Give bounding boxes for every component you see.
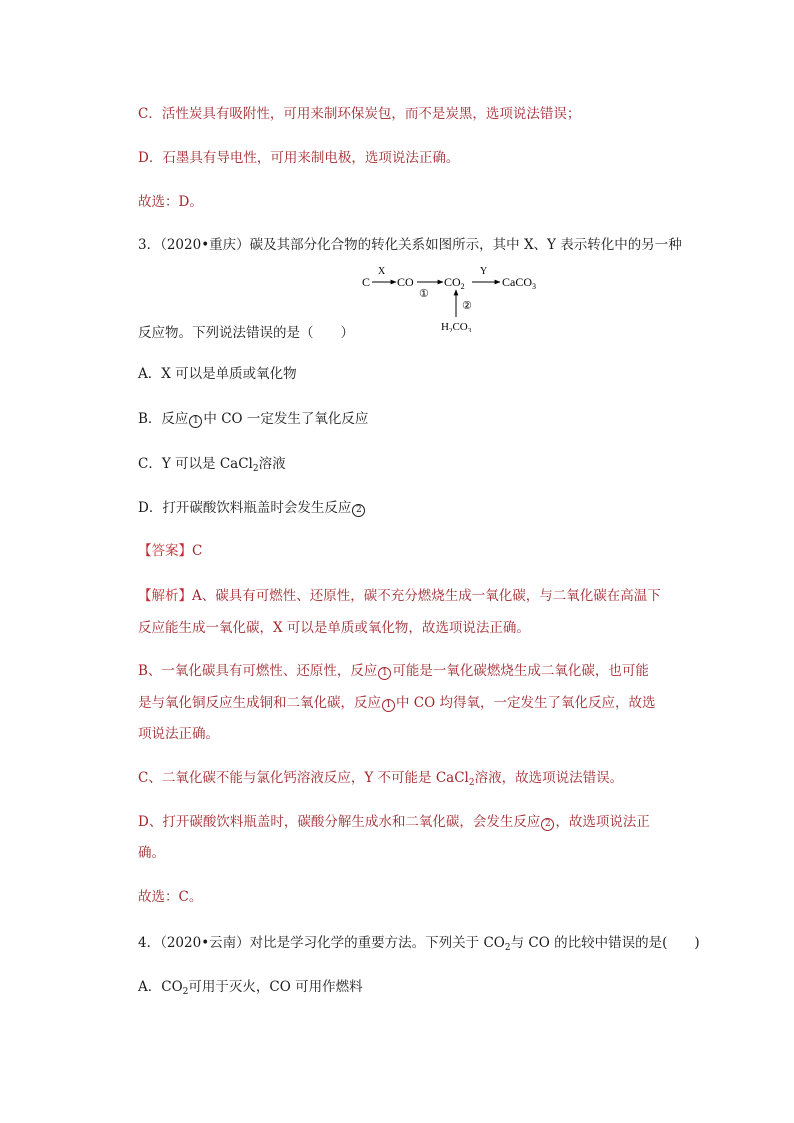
q3-stem-line-2: 反应物。下列说法错误的是（ ）: [138, 325, 354, 341]
q2-conclusion: 故选：D。: [138, 194, 203, 210]
q2-analysis-d: D．石墨具有导电性，可用来制电极，选项说法正确。: [138, 150, 460, 166]
diagram-c: C: [362, 275, 371, 289]
q3-stem-line-1: 3．（2020•重庆）碳及其部分化合物的转化关系如图所示，其中 X、Y 表示转化中的另一种: [138, 237, 682, 253]
svg-text:H2CO3: [441, 321, 472, 332]
diagram-h2co3-sub2: 2: [448, 327, 453, 332]
svg-text:CO2: [444, 275, 465, 291]
q3-analysis-c: C、二氧化碳不能与氯化钙溶液反应，Y 不可能是 CaCl$_2$溶液，故选项说法错误。: [138, 770, 624, 788]
q3-option-d: D．打开碳酸饮料瓶盖时会发生反应 2: [138, 498, 366, 518]
q3-conclusion: 故选：C。: [138, 889, 203, 905]
q3-option-b: B．反应 1 中 CO 一定发生了氧化反应: [138, 411, 369, 427]
q3-analysis-d-line-2: 确。: [138, 845, 165, 861]
diagram-h2co3-co: CO: [452, 321, 468, 332]
q3-answer: [138, 541, 202, 561]
diagram-y-label: Y: [480, 266, 488, 277]
diagram-co2: CO: [444, 275, 461, 289]
q3-analysis-b-line-2: 是与氧化铜反应生成铜和二氧化碳，反应 1 中 CO 均得氧，一定发生了氧化反应，故选: [138, 695, 656, 711]
answer-tag: 【答案】: [138, 543, 192, 559]
diagram-reaction-1: ①: [419, 288, 429, 300]
q3-analysis-b-line-3: 项说法正确。: [138, 726, 219, 742]
analysis-tag: 【解析】: [138, 588, 192, 604]
q3-option-a: A．X 可以是单质或氧化物: [138, 366, 297, 382]
svg-text:CaCO3: [502, 275, 536, 291]
q3-analysis-a-line-2: 反应能生成一氧化碳，X 可以是单质或氧化物，故选项说法正确。: [138, 620, 530, 636]
diagram-x-label: X: [378, 266, 386, 277]
q4-stem: 4．（2020•云南）对比是学习化学的重要方法。下列关于 $CO_2$与 CO 的比较中错误的是( ): [138, 935, 700, 953]
diagram-h2co3-h: H: [441, 321, 449, 332]
carbon-conversion-diagram: [356, 262, 556, 332]
q3-option-c: C．Y 可以是 CaCl$_2$溶液: [138, 456, 286, 474]
diagram-co2-sub: 2: [460, 282, 465, 291]
diagram-reaction-2: ②: [462, 300, 472, 312]
q3-analysis-a-line-1: 【解析】A、碳具有可燃性、还原性，碳不充分燃烧生成一氧化碳，与二氧化碳在高温下: [138, 588, 661, 604]
q4-option-a: A．$CO_2$可用于灭火，CO 可用作燃料: [138, 979, 363, 997]
diagram-h2co3-sub3: 3: [467, 327, 472, 332]
q3-analysis-d-line-1: D、打开碳酸饮料瓶盖时，碳酸分解生成水和二氧化碳，会发生反应 2 ，故选项说法正: [138, 814, 650, 830]
q3-analysis-b-line-1: B、一氧化碳具有可燃性、还原性，反应 1 可能是一氧化碳燃烧生成二氧化碳，也可能: [138, 663, 649, 679]
q2-analysis-c: C．活性炭具有吸附性，可用来制环保炭包，而不是炭黑，选项说法错误；: [138, 106, 581, 122]
diagram-caco3: CaCO: [502, 275, 532, 289]
diagram-caco3-sub: 3: [532, 282, 536, 291]
answer-value: C: [192, 543, 203, 559]
diagram-co: CO: [397, 275, 414, 289]
